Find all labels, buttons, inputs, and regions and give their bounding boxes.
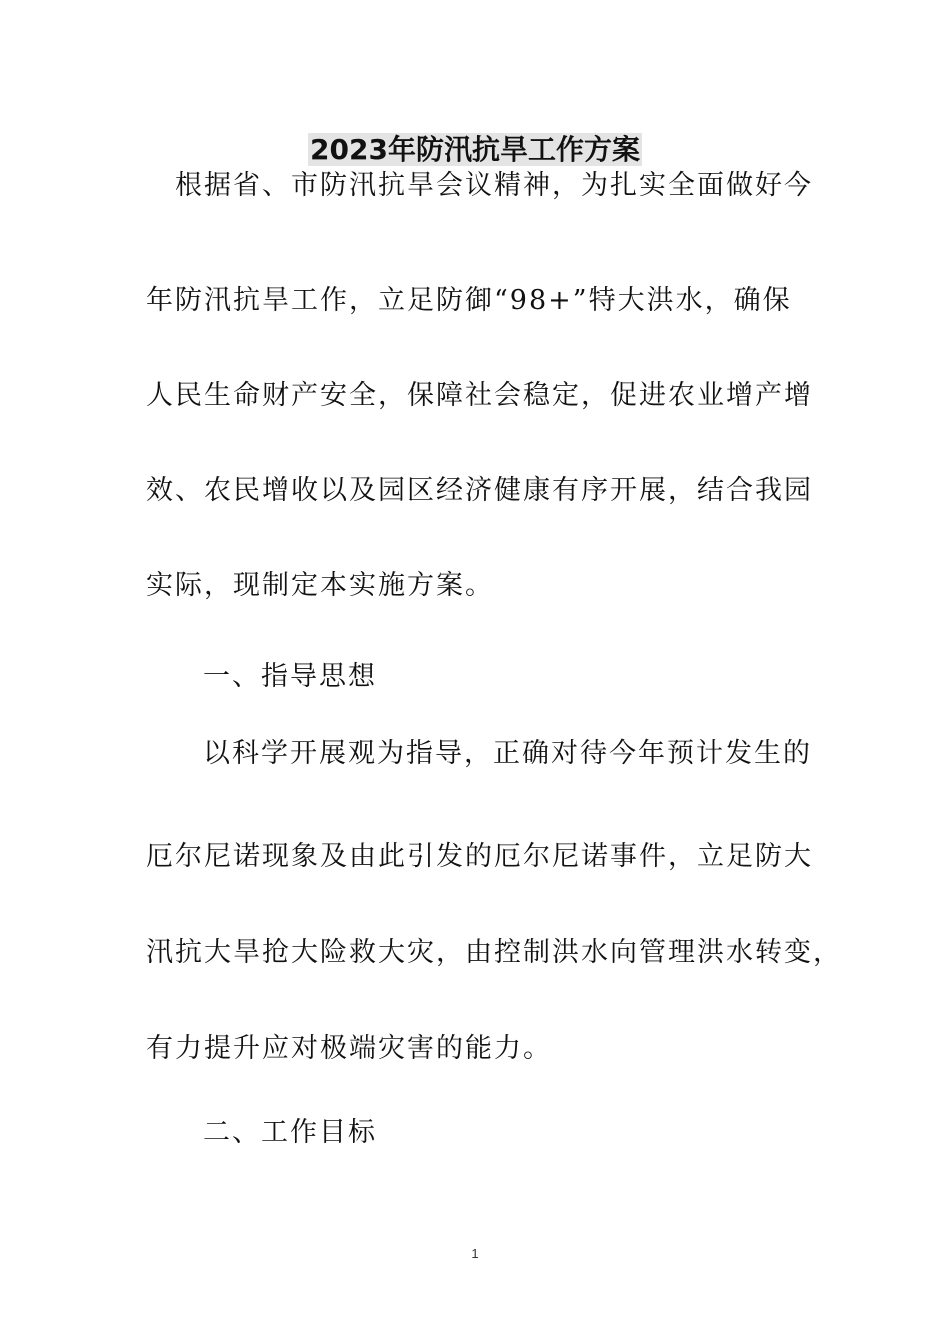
section-heading: 二、工作目标 xyxy=(203,1117,377,1148)
paragraph-line: 人民生命财产安全，保障社会稳定，促进农业增产增 xyxy=(146,380,813,411)
paragraph-line: 实际，现制定本实施方案。 xyxy=(146,570,494,601)
page-number: 1 xyxy=(471,1246,479,1261)
section-heading: 一、指导思想 xyxy=(203,661,377,692)
document-title-text: 2023年防汛抗旱工作方案 xyxy=(310,133,640,166)
paragraph-line: 汛抗大旱抢大险救大灾，由控制洪水向管理洪水转变， xyxy=(146,937,842,968)
paragraph-line: 根据省、市防汛抗旱会议精神，为扎实全面做好今 xyxy=(175,170,813,201)
paragraph-line: 有力提升应对极端灾害的能力。 xyxy=(146,1033,552,1064)
paragraph-line: 效、农民增收以及园区经济健康有序开展，结合我园 xyxy=(146,475,813,506)
paragraph-line: 年防汛抗旱工作，立足防御“98+”特大洪水，确保 xyxy=(146,285,792,316)
paragraph-line: 厄尔尼诺现象及由此引发的厄尔尼诺事件，立足防大 xyxy=(146,841,813,872)
paragraph-line: 以科学开展观为指导，正确对待今年预计发生的 xyxy=(203,738,812,769)
